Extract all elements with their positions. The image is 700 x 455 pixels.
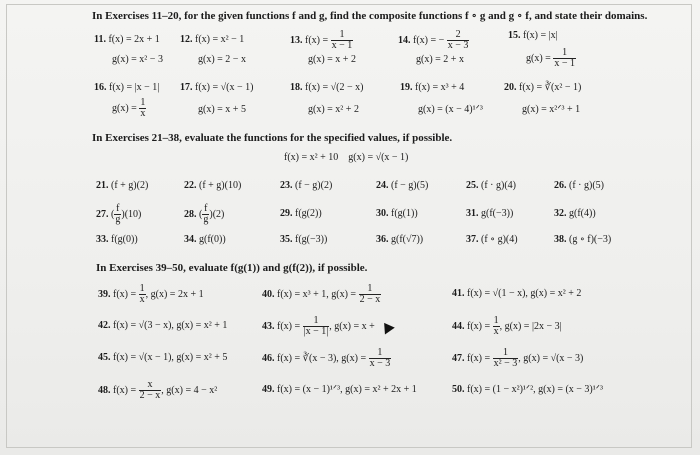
exercise-46: 46. f(x) = ∛(x − 3), g(x) = $\frac{1}{x - 3}$ bbox=[262, 347, 391, 369]
exercise-16-g: g(x) = $\frac{1}{x}$ bbox=[112, 97, 146, 119]
exercise-21: 21. (f + g)(2) bbox=[96, 180, 149, 191]
exercise-45: 45. f(x) = √(x − 1), g(x) = x² + 5 bbox=[98, 352, 228, 363]
exercise-38: 38. (g ∘ f)(−3) bbox=[554, 234, 612, 245]
exercise-18-g: g(x) = x² + 2 bbox=[308, 104, 359, 115]
exercise-13: 13. f(x) = $\frac{1}{x - 1}$ bbox=[290, 29, 353, 51]
exercise-42: 42. f(x) = √(3 − x), g(x) = x² + 1 bbox=[98, 320, 228, 331]
exercise-43: 43. f(x) = $\frac{1}{|x - 1|}$ , g(x) = x + bbox=[262, 316, 393, 337]
exercise-24: 24. (f − g)(5) bbox=[376, 180, 429, 191]
exercise-48: 48. f(x) = $\frac{x}{2 - x}$ , g(x) = 4 − x² bbox=[98, 379, 218, 401]
given-functions-21-38: f(x) = x² + 10 g(x) = √(x − 1) bbox=[284, 152, 409, 163]
exercise-22: 22. (f + g)(10) bbox=[184, 180, 242, 191]
exercise-36: 36. g(f(√7)) bbox=[376, 234, 424, 245]
exercise-30: 30. f(g(1)) bbox=[376, 208, 418, 219]
exercise-34: 34. g(f(0)) bbox=[184, 234, 226, 245]
exercise-26: 26. (f · g)(5) bbox=[554, 180, 604, 191]
exercise-17: 17. f(x) = √(x − 1) bbox=[180, 82, 254, 93]
exercise-23: 23. (f − g)(2) bbox=[280, 180, 333, 191]
exercise-28: 28. ( $\frac{f}{g}$ )(2) bbox=[184, 203, 225, 225]
exercise-44: 44. f(x) = $\frac{1}{x}$ , g(x) = |2x − 3| bbox=[452, 315, 562, 337]
exercise-19-g: g(x) = (x − 4)¹ᐟ³ bbox=[418, 104, 483, 115]
exercise-37: 37. (f ∘ g)(4) bbox=[466, 234, 518, 245]
exercise-40: 40. f(x) = x³ + 1, g(x) = $\frac{1}{2 - x}$ bbox=[262, 283, 381, 305]
exercise-19: 19. f(x) = x³ + 4 bbox=[400, 82, 465, 93]
exercise-32: 32. g(f(4)) bbox=[554, 208, 596, 219]
exercise-17-g: g(x) = x + 5 bbox=[198, 104, 246, 115]
exercise-15: 15. f(x) = |x| bbox=[508, 30, 558, 41]
exercise-13-g: g(x) = x + 2 bbox=[308, 54, 356, 65]
exercise-50: 50. f(x) = (1 − x²)¹ᐟ², g(x) = (x − 3)¹ᐟ³ bbox=[452, 384, 603, 395]
exercise-12-g: g(x) = 2 − x bbox=[198, 54, 246, 65]
exercise-14: 14. f(x) = − $\frac{2}{x - 3}$ bbox=[398, 29, 469, 51]
exercise-11-g: g(x) = x² − 3 bbox=[112, 54, 163, 65]
instructions-11-20: In Exercises 11–20, for the given functions f and g, find the composite functions f ∘ g and g ∘ f, and state their domains. bbox=[92, 10, 648, 22]
mouse-cursor-icon bbox=[379, 319, 395, 334]
exercise-25: 25. (f · g)(4) bbox=[466, 180, 516, 191]
exercise-35: 35. f(g(−3)) bbox=[280, 234, 328, 245]
exercise-20-g: g(x) = x²ᐟ³ + 1 bbox=[522, 104, 581, 115]
exercise-33: 33. f(g(0)) bbox=[96, 234, 138, 245]
exercise-14-g: g(x) = 2 + x bbox=[416, 54, 464, 65]
exercise-49: 49. f(x) = (x − 1)¹ᐟ³, g(x) = x² + 2x + 1 bbox=[262, 384, 417, 395]
exercise-39: 39. f(x) = $\frac{1}{x}$ , g(x) = 2x + 1 bbox=[98, 283, 204, 305]
exercise-15-g: g(x) = $\frac{1}{x - 1}$ bbox=[526, 47, 575, 69]
exercise-29: 29. f(g(2)) bbox=[280, 208, 322, 219]
instructions-21-38: In Exercises 21–38, evaluate the functions for the specified values, if possible. bbox=[92, 132, 453, 144]
exercise-18: 18. f(x) = √(2 − x) bbox=[290, 82, 364, 93]
exercise-20: 20. f(x) = ∛(x² − 1) bbox=[504, 82, 582, 93]
exercise-11: 11. f(x) = 2x + 1 bbox=[94, 34, 160, 45]
exercise-31: 31. g(f(−3)) bbox=[466, 208, 514, 219]
exercise-16: 16. f(x) = |x − 1| bbox=[94, 82, 160, 93]
exercise-12: 12. f(x) = x² − 1 bbox=[180, 34, 245, 45]
exercise-47: 47. f(x) = $\frac{1}{\text{x² − 3}}$ , g(x) = √(x − 3) bbox=[452, 347, 584, 369]
exercise-41: 41. f(x) = √(1 − x), g(x) = x² + 2 bbox=[452, 288, 582, 299]
instructions-39-50: In Exercises 39–50, evaluate f(g(1)) and g(f(2)), if possible. bbox=[96, 262, 368, 274]
exercise-27: 27. ( $\frac{f}{g}$ )(10) bbox=[96, 203, 142, 225]
